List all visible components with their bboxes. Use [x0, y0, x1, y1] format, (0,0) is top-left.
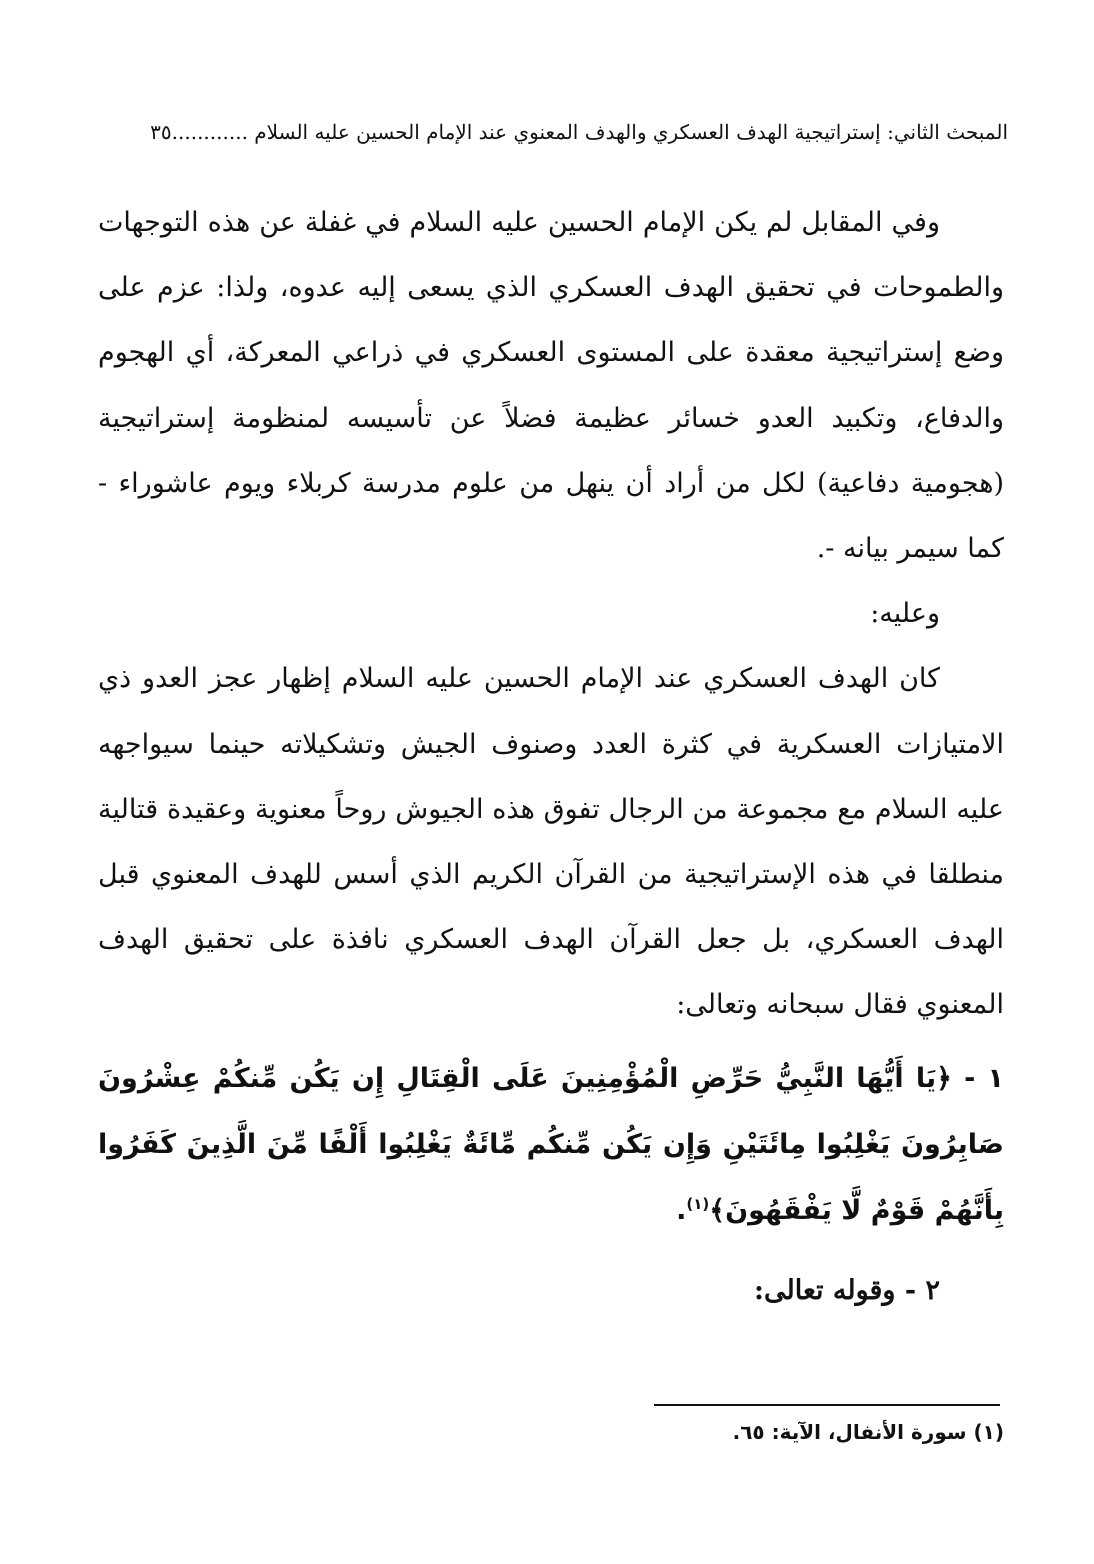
body-text [98, 190, 1004, 1323]
running-header: المبحث الثاني: إستراتيجية الهدف العسكري والهدف المعنوي عند الإمام الحسين عليه السلام ............٣٥ [150, 120, 1008, 144]
verse-end-mark: . [676, 1194, 687, 1226]
section-label: وعليه: [870, 598, 940, 630]
quran-verse [98, 1046, 1004, 1244]
list-item-label: ٢ - وقوله تعالى: [754, 1274, 940, 1306]
footnote: (١) سورة الأنفال، الآية: ٦٥. [732, 1420, 1004, 1444]
paragraph: وفي المقابل لم يكن الإمام الحسين عليه السلام في غفلة عن هذه التوجهات والطموحات في تحقيق الهدف العسكري الذي يسعى إليه عدوه، ولذا: عزم على وضع إستراتيجية معقدة على المستوى العسكري في ذراعي المعركة، أي الهجوم والدفاع، وتكبيد العدو خسائر عظيمة فضلاً عن تأسيسه لمنظومة إستراتيجية (هجومية دفاعية) لكل من أراد أن ينهل من علوم مدرسة كربلاء ويوم عاشوراء - كما سيمر بيانه -. [98, 207, 1004, 565]
verse-text: ١ - ﴿يَا أَيُّهَا النَّبِيُّ حَرِّضِ الْمُؤْمِنِينَ عَلَى الْقِتَالِ إِن يَكُن مِّنكُمْ عِشْرُونَ صَابِرُونَ يَغْلِبُوا مِائَتَيْنِ وَإِن يَكُن مِّنكُم مِّائَةٌ يَغْلِبُوا أَلْفًا مِّنَ الَّذِينَ كَفَرُوا بِأَنَّهُمْ قَوْمٌ لَّا يَفْقَهُونَ﴾ [98, 1062, 1004, 1226]
footnote-separator [654, 1404, 1000, 1406]
footnote-ref[interactable]: (١) [686, 1194, 710, 1213]
paragraph: كان الهدف العسكري عند الإمام الحسين عليه السلام إظهار عجز العدو ذي الامتيازات العسكرية في كثرة العدد وصنوف الجيش وتشكيلاته حينما سيواجهه عليه السلام مع مجموعة من الرجال تفوق هذه الجيوش روحاً معنوية وعقيدة قتالية منطلقا في هذه الإستراتيجية من القرآن الكريم الذي أسس للهدف المعنوي قبل الهدف العسكري، بل جعل القرآن الهدف العسكري نافذة على تحقيق الهدف المعنوي فقال سبحانه وتعالى: [98, 663, 1004, 1021]
